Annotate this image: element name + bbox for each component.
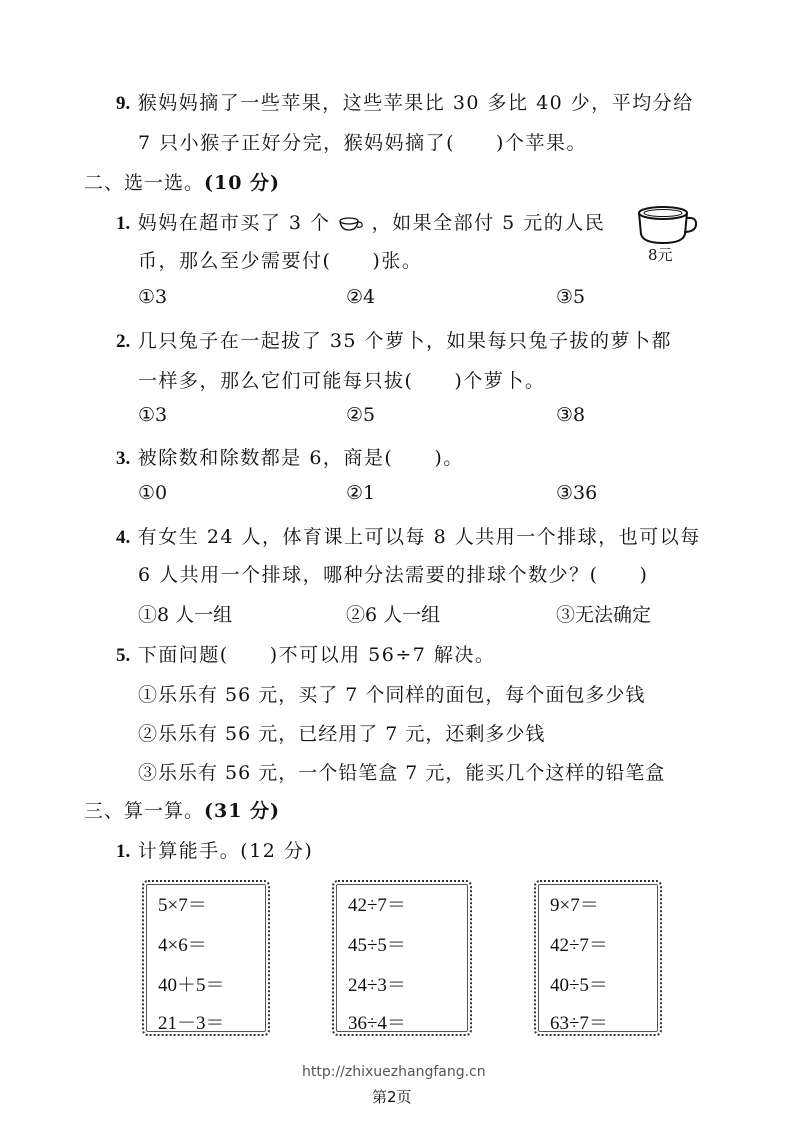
q2-5-line1 (116, 640, 495, 667)
q2-4-text-line2: 6 人共用一个排球，哪种分法需要的排球个数少？( ) (138, 564, 649, 586)
q2-3-option-3: ③36 (556, 482, 598, 504)
q2-2-option-3: ③8 (556, 404, 586, 426)
q2-1-text-line2: 币，那么至少需要付( )张。 (138, 250, 423, 272)
q2-5-option-2: ②乐乐有 56 元，已经用了 7 元，还剩多少钱 (138, 723, 546, 745)
calc-item: 63÷7＝ (550, 1013, 608, 1034)
q2-2-option-1: ①3 (138, 404, 168, 426)
q2-1-option-2: ②4 (346, 286, 376, 308)
calc-item: 21－3＝ (158, 1013, 225, 1034)
calc-item: 40＋5＝ (158, 975, 225, 996)
q2-2-text-line1: 几只兔子在一起拔了 35 个萝卜，如果每只兔子拔的萝卜都 (137, 330, 673, 352)
section-3-title: 三、算一算。 (84, 800, 205, 822)
section-2-score: (10 分) (204, 172, 281, 194)
q2-5-option-3: ③乐乐有 56 元，一个铅笔盒 7 元，能买几个这样的铅笔盒 (138, 762, 666, 784)
cup-price: 8元 (648, 246, 673, 264)
q2-4-number: 4. (116, 527, 131, 548)
q2-4-option-3: ③无法确定 (556, 604, 652, 626)
calc-item: 42÷7＝ (550, 935, 608, 956)
q2-1-line1 (116, 208, 605, 235)
q2-2-option-2: ②5 (346, 404, 376, 426)
q3-1-line1 (116, 836, 313, 863)
q9-text-line1: 猴妈妈摘了一些苹果，这些苹果比 30 多比 40 少，平均分给 (137, 92, 694, 114)
page-number: 第2页 (372, 1088, 412, 1106)
q2-3-line1 (116, 443, 464, 470)
calc-item: 36÷4＝ (348, 1013, 406, 1034)
section-3-score: (31 分) (204, 800, 281, 822)
calc-box-2 (332, 880, 472, 1036)
q2-4-line1 (116, 522, 701, 549)
q2-3-option-1: ①0 (138, 482, 168, 504)
calc-item: 4×6＝ (158, 935, 207, 956)
q2-3-text-line1: 被除数和除数都是 6，商是( )。 (137, 447, 464, 469)
section-2-heading (84, 168, 280, 195)
section-2-title: 二、选一选。 (84, 172, 205, 194)
cup-icon (636, 204, 698, 246)
q9-line1 (116, 88, 694, 115)
calc-item: 9×7＝ (550, 895, 599, 916)
calc-item: 45÷5＝ (348, 935, 406, 956)
section-3-heading (84, 796, 280, 823)
q2-2-text-line2: 一样多，那么它们可能每只拔( )个萝卜。 (138, 370, 546, 392)
q2-4-option-1: ①8 人一组 (138, 604, 233, 626)
calc-item: 24÷3＝ (348, 975, 406, 996)
calc-box-1 (142, 880, 270, 1036)
q2-2-line1 (116, 326, 672, 353)
q2-5-text-line1: 下面问题( )不可以用 56÷7 解决。 (137, 644, 496, 666)
q2-1-text-a: 妈妈在超市买了 3 个 (137, 212, 331, 234)
q2-3-option-2: ②1 (346, 482, 376, 504)
q2-1-text-b: ，如果全部付 5 元的人民 (371, 212, 606, 234)
q2-5-option-1: ①乐乐有 56 元，买了 7 个同样的面包，每个面包多少钱 (138, 684, 646, 706)
calc-item: 5×7＝ (158, 895, 207, 916)
q2-3-number: 3. (116, 448, 131, 469)
q2-4-text-line1: 有女生 24 人，体育课上可以每 8 人共用一个排球，也可以每 (137, 526, 701, 548)
small-cup-icon (338, 216, 364, 232)
footer-url: http://zhixuezhangfang.cn (302, 1064, 486, 1080)
q9-text-line2: 7 只小猴子正好分完，猴妈妈摘了( )个苹果。 (138, 132, 587, 154)
calc-item: 40÷5＝ (550, 975, 608, 996)
calc-box-3 (534, 880, 662, 1036)
q2-5-number: 5. (116, 645, 131, 666)
q9-number: 9. (116, 93, 131, 114)
q3-1-number: 1. (116, 841, 131, 862)
q2-2-number: 2. (116, 331, 131, 352)
q2-4-option-2: ②6 人一组 (346, 604, 441, 626)
q2-1-number: 1. (116, 213, 131, 234)
q2-1-option-3: ③5 (556, 286, 586, 308)
q2-1-option-1: ①3 (138, 286, 168, 308)
q3-1-text: 计算能手。(12 分) (137, 840, 314, 862)
calc-item: 42÷7＝ (348, 895, 406, 916)
